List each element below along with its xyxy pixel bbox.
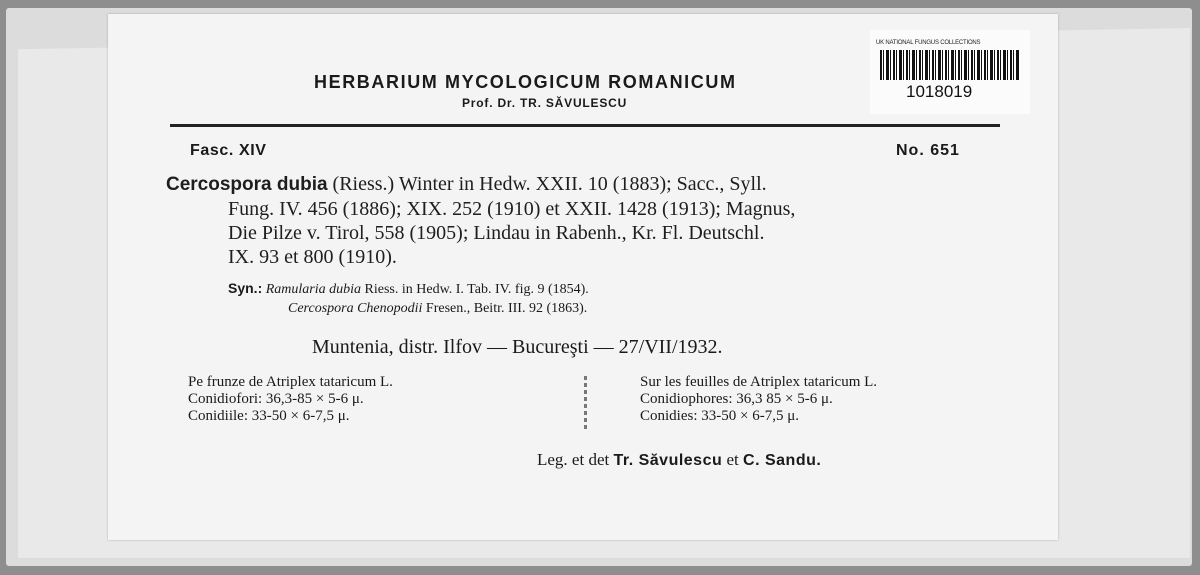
synonym-2-reference: Fresen., Beitr. III. 92 (1863). — [422, 301, 588, 316]
collector-2: C. Sandu. — [743, 452, 822, 469]
column-divider — [584, 376, 587, 432]
ro-host: Pe frunze de Atriplex tataricum L. — [188, 374, 393, 390]
fascicle-label: Fasc. XIV — [190, 142, 267, 159]
citation-line-3: Die Pilze v. Tirol, 558 (1905); Lindau in Rabenh., Kr. Fl. Deutschl. — [228, 222, 765, 244]
collector-joiner: et — [722, 450, 744, 469]
synonym-2-name: Cercospora Chenopodii — [288, 301, 423, 316]
synonym-line-1 — [228, 279, 928, 299]
synonym-label: Syn.: — [228, 280, 263, 296]
collector-line — [537, 450, 821, 470]
header-divider — [170, 124, 1000, 127]
synonym-line-2 — [228, 299, 928, 318]
locality-date: Muntenia, distr. Ilfov — Bucureşti — 27/VII/1932. — [312, 336, 723, 358]
collector-prefix: Leg. et det — [537, 450, 614, 469]
ro-conidiophores: Conidiofori: 36,3-85 × 5-6 μ. — [188, 391, 364, 407]
barcode-icon — [880, 50, 1020, 80]
citation-line-1-rest: (Riess.) Winter in Hedw. XXII. 10 (1883); Sacc., Syll. — [327, 173, 767, 195]
barcode-label — [870, 30, 1030, 114]
french-description — [640, 374, 877, 425]
citation-line-2: Fung. IV. 456 (1886); XIX. 252 (1910) et XXII. 1428 (1913); Magnus, — [228, 198, 796, 220]
citation-line-1 — [166, 172, 1016, 197]
synonym-1-name: Ramularia dubia — [265, 282, 362, 297]
species-name: Cercospora dubia — [166, 174, 328, 195]
synonyms — [228, 279, 928, 318]
specimen-number: No. 651 — [896, 142, 960, 159]
collector-1: Tr. Săvulescu — [613, 452, 723, 469]
barcode-caption: UK NATIONAL FUNGUS COLLECTIONS — [876, 40, 981, 46]
fr-host: Sur les feuilles de Atriplex tataricum L. — [640, 374, 878, 390]
citation-line-4: IX. 93 et 800 (1910). — [228, 246, 397, 268]
fr-conidiophores: Conidiophores: 36,3 85 × 5-6 μ. — [640, 391, 833, 407]
herbarium-subtitle: Prof. Dr. TR. SĂVULESCU — [462, 96, 628, 110]
taxon-citation — [166, 172, 1016, 269]
ro-conidia: Conidiile: 33-50 × 6-7,5 μ. — [188, 408, 350, 424]
romanian-description — [188, 374, 393, 425]
barcode-number: 1018019 — [906, 82, 973, 101]
synonym-1-reference: Riess. in Hedw. I. Tab. IV. fig. 9 (1854). — [361, 282, 589, 297]
fr-conidia: Conidies: 33-50 × 6-7,5 μ. — [640, 408, 799, 424]
herbarium-title: HERBARIUM MYCOLOGICUM ROMANICUM — [314, 72, 737, 92]
